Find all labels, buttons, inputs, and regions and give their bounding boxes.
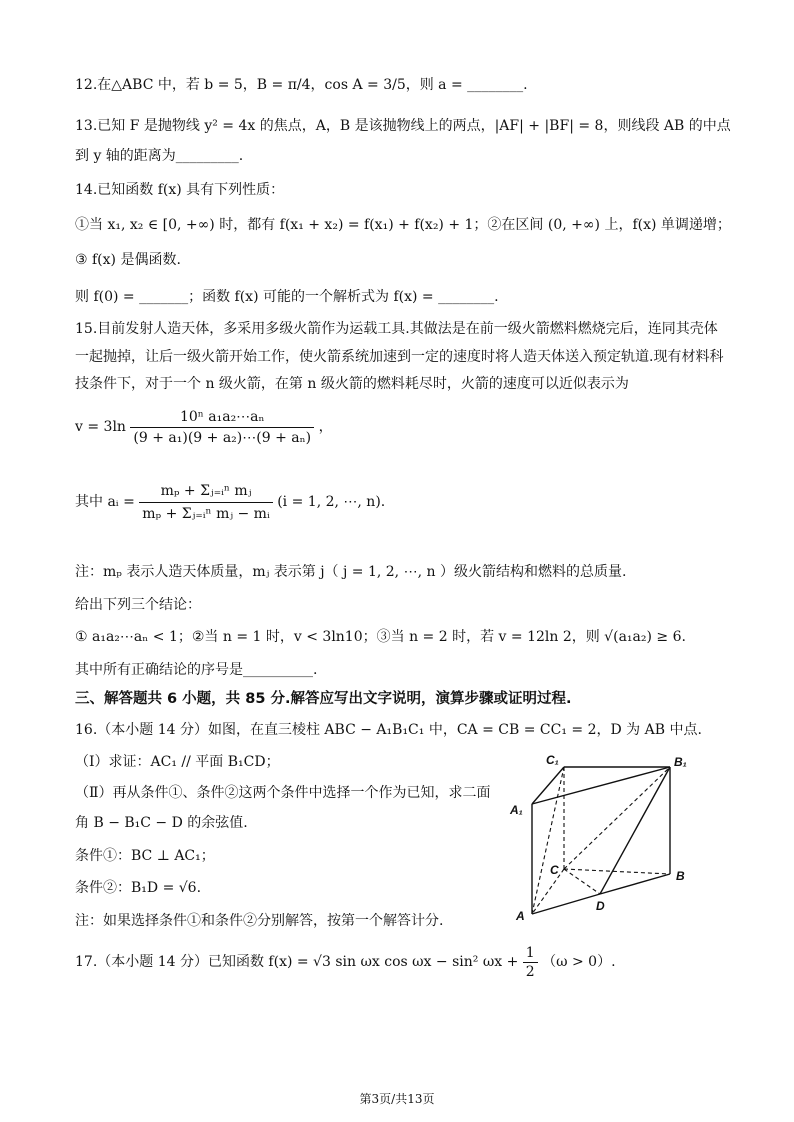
edge-CD	[564, 869, 600, 894]
question-17-denominator: 2	[525, 963, 535, 980]
question-14-line1: 14.已知函数 f(x) 具有下列性质：	[75, 182, 285, 198]
question-15-line2: 一起抛掉，让后一级火箭开始工作，使火箭系统加速到一定的速度时将人造天体送入预定轨道.现有材料科	[75, 349, 724, 365]
label-B: B	[676, 869, 685, 883]
question-17-fraction	[523, 944, 538, 981]
edge-A1C1	[532, 767, 564, 804]
question-16-condition1: 条件①：BC ⊥ AC₁；	[75, 848, 215, 864]
prism-figure	[506, 752, 706, 922]
velocity-fraction	[130, 407, 314, 448]
label-B1: B₁	[674, 755, 687, 769]
edge-CB1	[564, 767, 670, 869]
question-14-line3: ③ f(x) 是偶函数.	[75, 252, 181, 268]
question-15-conclusions: ① a₁a₂⋯aₙ < 1；②当 n = 1 时，v < 3ln10；③当 n = 2 时，若 v = 12ln 2，则 √(a₁a₂) ≥ 6.	[75, 629, 686, 645]
edge-CB	[564, 869, 670, 874]
question-16-note: 注：如果选择条件①和条件②分别解答，按第一个解答计分.	[75, 913, 444, 929]
question-15-ask: 其中所有正确结论的序号是__________.	[75, 662, 318, 678]
question-17-tail: （ω > 0）.	[542, 954, 616, 970]
velocity-formula	[75, 404, 333, 450]
label-C1: C₁	[546, 753, 559, 767]
a-i-formula	[75, 472, 385, 532]
a-i-numerator: mₚ + Σⱼ₌ᵢⁿ mⱼ	[139, 480, 273, 503]
a-i-formula-left: 其中 aᵢ =	[75, 494, 135, 510]
question-14-line4: 则 f(0) = _______；函数 f(x) 可能的一个解析式为 f(x) = ________.	[75, 289, 499, 305]
label-A1: A₁	[510, 803, 523, 817]
label-C: C	[550, 863, 559, 877]
question-16-line1: 16.（本小题 14 分）如图，在直三棱柱 ABC − A₁B₁C₁ 中，CA = CB = CC₁ = 2，D 为 AB 中点.	[75, 722, 702, 738]
edge-AD	[532, 894, 600, 914]
label-D: D	[596, 899, 605, 913]
a-i-fraction	[139, 480, 273, 525]
a-i-formula-tail: (i = 1, 2, ⋯, n).	[277, 494, 386, 510]
question-17-numerator: 1	[523, 944, 538, 963]
question-13-line2: 到 y 轴的距离为_________.	[75, 148, 244, 164]
question-16-condition2: 条件②：B₁D = √6.	[75, 880, 202, 896]
label-A: A	[516, 909, 525, 922]
velocity-formula-left: v = 3ln	[75, 419, 126, 435]
question-14-line2: ①当 x₁, x₂ ∈ [0, +∞) 时，都有 f(x₁ + x₂) = f(x₁) + f(x₂) + 1；②在区间 (0, +∞) 上，f(x) 单调递增；	[75, 217, 731, 233]
question-16-part2-cont: 角 B − B₁C − D 的余弦值.	[75, 815, 248, 831]
question-15-note: 注：mₚ 表示人造天体质量，mⱼ 表示第 j（ j = 1, 2, ⋯, n ）级火箭结构和燃料的总质量.	[75, 564, 627, 580]
question-17	[75, 940, 616, 984]
velocity-numerator: 10ⁿ a₁a₂⋯aₙ	[130, 407, 314, 428]
question-15-line3: 技条件下，对于一个 n 级火箭，在第 n 级火箭的燃料耗尽时，火箭的速度可以近似表示为	[75, 376, 629, 392]
question-12: 12.在△ABC 中，若 b = 5，B = π/4，cos A = 3/5，则 a = ________.	[75, 77, 528, 93]
edge-A1B1	[532, 767, 670, 804]
question-17-left: 17.（本小题 14 分）已知函数 f(x) = √3 sin ωx cos ωx − sin² ωx +	[75, 954, 519, 970]
velocity-denominator: (9 + a₁)(9 + a₂)⋯(9 + aₙ)	[133, 429, 312, 446]
section-3-heading: 三、解答题共 6 小题，共 85 分.解答应写出文字说明，演算步骤或证明过程.	[75, 691, 572, 707]
question-15-given: 给出下列三个结论：	[75, 597, 201, 613]
edge-DB1	[600, 767, 670, 894]
question-15-line1: 15.目前发射人造天体，多采用多级火箭作为运载工具.其做法是在前一级火箭燃料燃烧完后，连同其壳体	[75, 321, 718, 337]
velocity-formula-tail: ，	[318, 419, 333, 435]
a-i-denominator: mₚ + Σⱼ₌ᵢⁿ mⱼ − mᵢ	[142, 505, 270, 522]
page-footer: 第3页/共13页	[359, 1092, 435, 1106]
question-16-part1: （Ⅰ）求证：AC₁ // 平面 B₁CD；	[75, 754, 280, 770]
question-16-part2: （Ⅱ）再从条件①、条件②这两个条件中选择一个作为已知，求二面	[75, 785, 491, 801]
question-13-line1: 13.已知 F 是抛物线 y² = 4x 的焦点，A，B 是该抛物线上的两点，|AF| + |BF| = 8，则线段 AB 的中点	[75, 118, 731, 134]
edge-DB	[600, 874, 670, 894]
edge-AC1	[532, 767, 564, 914]
